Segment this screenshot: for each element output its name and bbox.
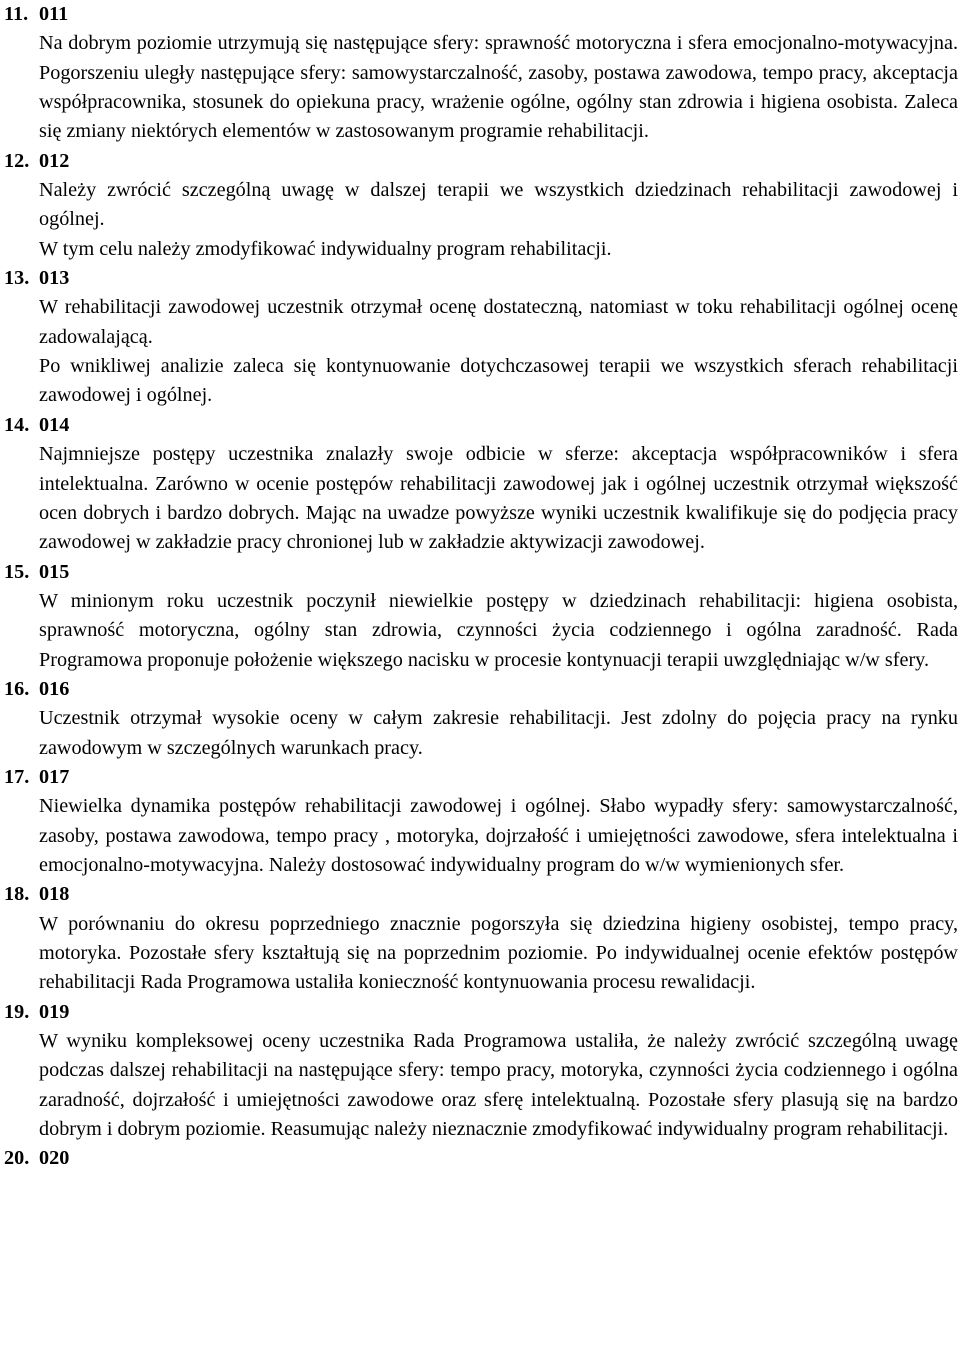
- entry-section: [4, 880, 958, 997]
- entry-body: [39, 704, 958, 763]
- entry-code: 012: [39, 149, 70, 172]
- entry-heading: [4, 880, 958, 909]
- entry-code: 017: [39, 765, 70, 788]
- entry-heading: [4, 763, 958, 792]
- entry-code: 020: [39, 1147, 70, 1170]
- entry-section: [4, 1144, 958, 1173]
- entry-section: [4, 264, 958, 411]
- entry-body: [39, 29, 958, 146]
- entry-paragraph: Najmniejsze postępy uczestnika znalazły swoje odbicie w sferze: akceptacja współpracowników i sfera intelektualna. Zarówno w ocenie postępów rehabilitacji zawodowej jak i ogólnej uczestnik otrzymał większość ocen dobrych i bardzo dobrych. Mając na uwadze powyższe wyniki uczestnik kwalifikuje się do podjęcia pracy zawodowej w zakładzie pracy chronionej lub w zakładzie aktywizacji zawodowej.: [39, 443, 958, 554]
- entry-code: 011: [39, 3, 69, 25]
- entry-number: 15.: [4, 560, 30, 583]
- entry-number: 17.: [4, 765, 30, 788]
- entry-number: 19.: [4, 1000, 30, 1023]
- entry-body: [39, 792, 958, 880]
- entry-section: [4, 998, 958, 1145]
- entry-heading: [4, 264, 958, 293]
- entry-section: [4, 147, 958, 264]
- entry-code: 014: [39, 413, 70, 436]
- entry-heading: [4, 558, 958, 587]
- entry-body: [39, 587, 958, 675]
- entry-paragraph: Uczestnik otrzymał wysokie oceny w całym zakresie rehabilitacji. Jest zdolny do pojęcia pracy na rynku zawodowym w szczególnych warunkach pracy.: [39, 707, 958, 759]
- entry-body: [39, 910, 958, 998]
- entry-section: [4, 411, 958, 558]
- entry-paragraph: Należy zwrócić szczególną uwagę w dalszej terapii we wszystkich dziedzinach rehabilitacji zawodowej i ogólnej.: [39, 179, 958, 231]
- entry-heading: [4, 147, 958, 176]
- entry-heading: [4, 1144, 958, 1173]
- entry-code: 015: [39, 560, 70, 583]
- entry-paragraph: Na dobrym poziomie utrzymują się następujące sfery: sprawność motoryczna i sfera emocjonalno-motywacyjna. Pogorszeniu uległy następujące sfery: samowystarczalność, zasoby, postawa zawodowa, tempo pracy, akceptacja współpracownika, stosunek do opiekuna pracy, wrażenie ogólne, ogólny stan zdrowia i higiena osobista. Zaleca się zmiany niektórych elementów w zastosowanym programie rehabilitacji.: [39, 32, 958, 143]
- entry-number: 20.: [4, 1147, 30, 1170]
- entry-code: 018: [39, 883, 70, 906]
- entry-paragraph: W rehabilitacji zawodowej uczestnik otrzymał ocenę dostateczną, natomiast w toku rehabilitacji ogólnej ocenę zadowalającą.: [39, 296, 958, 348]
- entry-section: [4, 558, 958, 675]
- entry-code: 019: [39, 1000, 70, 1023]
- entry-heading: [4, 998, 958, 1027]
- entry-body: [39, 440, 958, 557]
- document-body: [4, 0, 958, 1174]
- entry-number: 16.: [4, 677, 30, 700]
- entry-heading: [4, 0, 958, 29]
- entry-paragraph: W minionym roku uczestnik poczynił niewielkie postępy w dziedzinach rehabilitacji: higiena osobista, sprawność motoryczna, ogólny stan zdrowia, czynności życia codziennego i ogólna zaradność. Rada Programowa proponuje położenie większego nacisku w procesie kontynuacji terapii uwzględniając w/w sfery.: [39, 589, 958, 671]
- entry-code: 013: [39, 267, 70, 290]
- entry-paragraph: W wyniku kompleksowej oceny uczestnika Rada Programowa ustaliła, że należy zwrócić szczególną uwagę podczas dalszej rehabilitacji na następujące sfery: tempo pracy, motoryka, czynności życia codziennego i ogólna zaradność, dojrzałość i umiejętności zawodowe oraz sferę intelektualną. Pozostałe sfery plasują się na bardzo dobrym i dobrym poziomie. Reasumując należy nieznacznie zmodyfikować indywidualny program rehabilitacji.: [39, 1030, 958, 1141]
- entry-number: 11.: [4, 3, 29, 25]
- entry-code: 016: [39, 677, 70, 700]
- entry-body: [39, 176, 958, 264]
- entry-paragraph: Niewielka dynamika postępów rehabilitacji zawodowej i ogólnej. Słabo wypadły sfery: samowystarczalność, zasoby, postawa zawodowa, tempo pracy , motoryka, dojrzałość i umiejętności zawodowe, sfera intelektualna i emocjonalno-motywacyjna. Należy dostosować indywidualny program do w/w wymienionych sfer.: [39, 795, 958, 876]
- entry-number: 13.: [4, 267, 30, 290]
- entry-number: 14.: [4, 413, 30, 436]
- entry-number: 12.: [4, 149, 30, 172]
- entry-body: [39, 1027, 958, 1144]
- entry-section: [4, 675, 958, 763]
- entry-paragraph: Po wnikliwej analizie zaleca się kontynuowanie dotychczasowej terapii we wszystkich sferach rehabilitacji zawodowej i ogólnej.: [39, 355, 958, 407]
- entry-paragraph: W tym celu należy zmodyfikować indywidualny program rehabilitacji.: [39, 237, 612, 260]
- entry-heading: [4, 411, 958, 440]
- entry-paragraph: W porównaniu do okresu poprzedniego znacznie pogorszyła się dziedzina higieny osobistej, tempo pracy, motoryka. Pozostałe sfery kształtują się na poprzednim poziomie. Po indywidualnej ocenie efektów postępów rehabilitacji Rada Programowa ustaliła konieczność kontynuowania procesu rewalidacji.: [39, 912, 958, 994]
- entry-body: [39, 293, 958, 410]
- entry-heading: [4, 675, 958, 704]
- entry-number: 18.: [4, 883, 30, 906]
- entry-section: [4, 763, 958, 880]
- entry-section: [4, 0, 958, 147]
